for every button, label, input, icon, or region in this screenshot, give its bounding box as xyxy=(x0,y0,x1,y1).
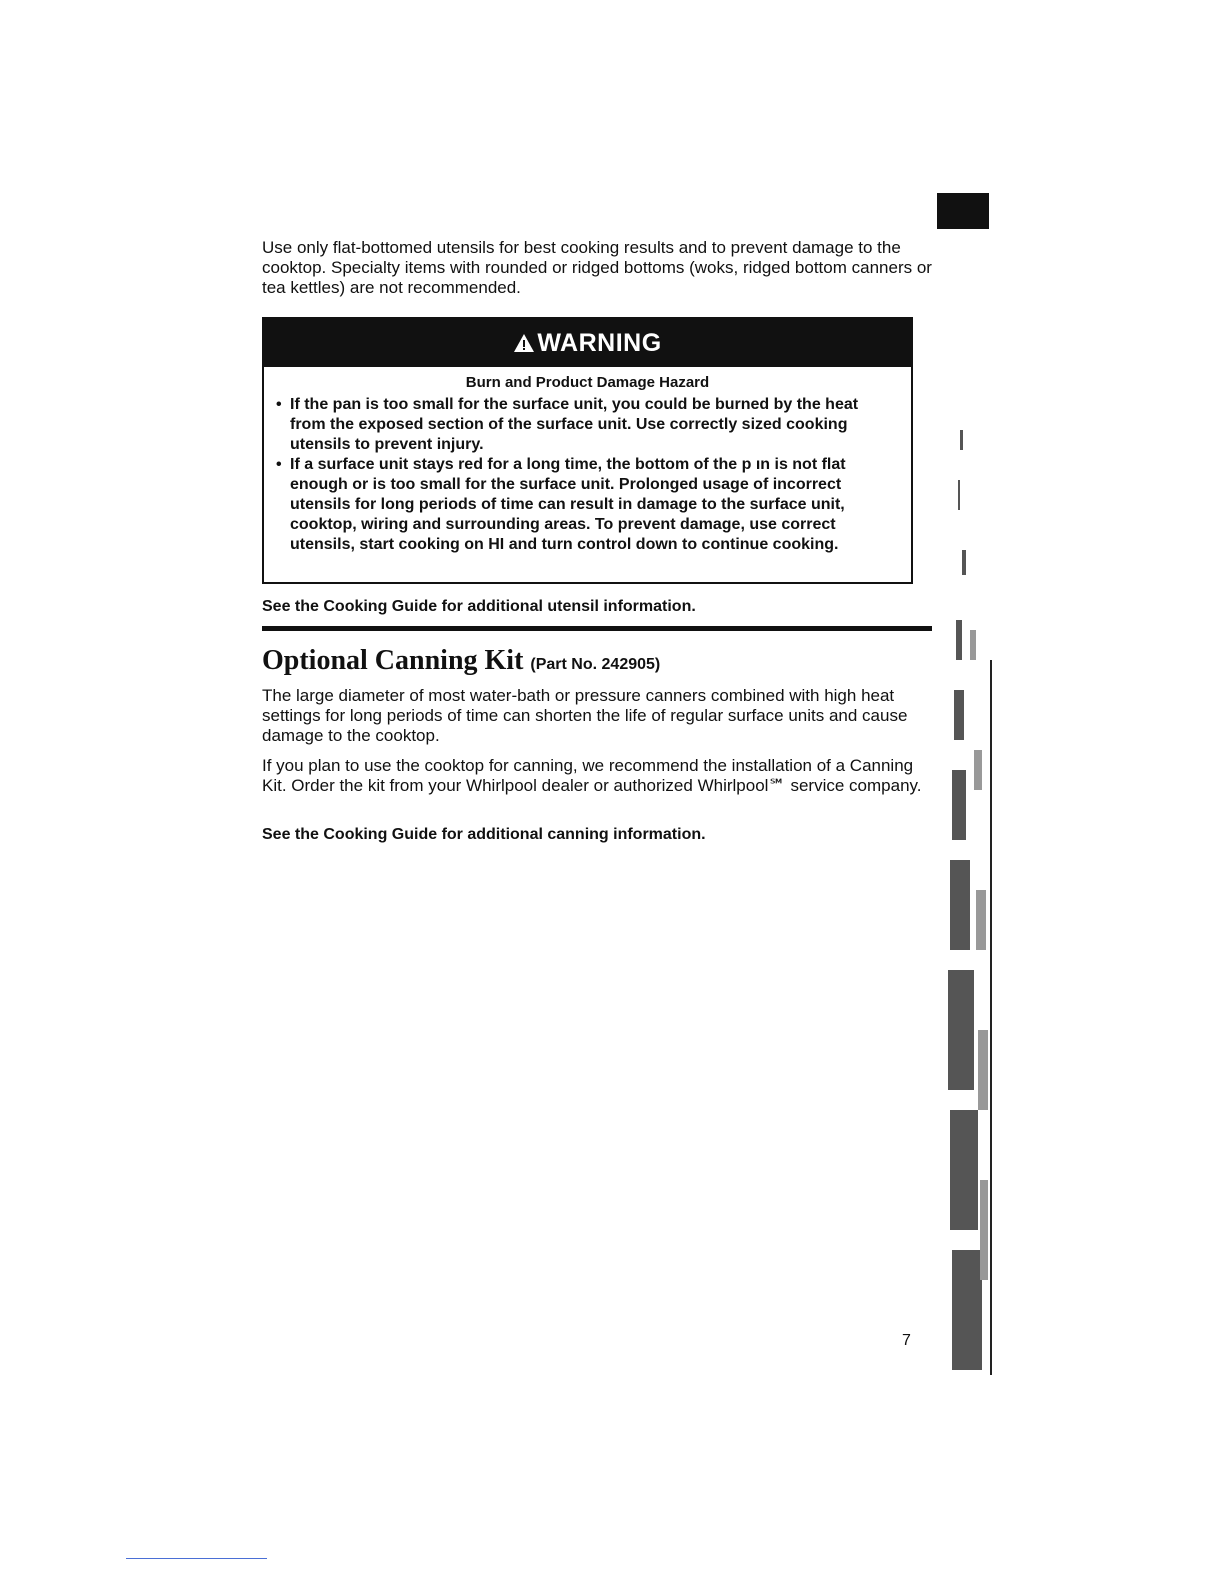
canning-paragraph-2: If you plan to use the cooktop for canning, we recommend the installation of a Canning Kit. Order the kit from your Whirlpool dealer or authorized Whirlpool℠ service company. xyxy=(262,756,922,795)
canning-title-text: Optional Canning Kit xyxy=(262,645,524,676)
scanned-edge-rule xyxy=(990,660,992,1375)
footer-rule xyxy=(126,1558,267,1559)
canning-section-title xyxy=(262,644,660,682)
warning-bullet-text: If the pan is too small for the surface unit, you could be burned by the heat from the exposed section of the surface unit. Use correctly sized cooking utensils to prevent injury. xyxy=(290,396,859,453)
intro-paragraph: Use only flat-bottomed utensils for best cooking results and to prevent damage to the cooktop. Specialty items with rounded or ridged bottoms (woks, ridged bottom canners or tea kettles) are not recommended. xyxy=(262,238,932,297)
warning-triangle-icon xyxy=(513,333,535,353)
warning-bullet-text: If a surface unit stays red for a long time, the bottom of the p ın is not flat enough or is too small for the surface unit. Prolonged usage of incorrect utensils for long periods of time can result in damage to the surface unit, cooktop, wiring and surrounding areas. To prevent damage, use correct utensils, start cooking on HI and turn control down to continue cooking. xyxy=(290,456,846,553)
see-guide-utensil: See the Cooking Guide for additional utensil information. xyxy=(262,598,696,615)
part-number: (Part No. 242905) xyxy=(530,656,661,673)
scanned-edge-texture xyxy=(940,330,992,1375)
section-tab-marker xyxy=(937,193,989,229)
warning-header xyxy=(264,319,911,367)
section-divider xyxy=(262,626,932,631)
bullet-icon: • xyxy=(276,396,282,413)
warning-box xyxy=(262,317,913,584)
warning-bullet-item xyxy=(274,395,897,455)
see-guide-canning: See the Cooking Guide for additional canning information. xyxy=(262,826,706,843)
canning-paragraph-1: The large diameter of most water-bath or pressure canners combined with high heat settings for long periods of time can shorten the life of regular surface units and cause damage to the cooktop. xyxy=(262,686,908,745)
warning-bullet-item xyxy=(274,455,897,555)
warning-subtitle: Burn and Product Damage Hazard xyxy=(465,374,710,391)
bullet-icon: • xyxy=(276,456,282,473)
warning-list xyxy=(264,395,911,555)
page-number: 7 xyxy=(902,1332,911,1349)
warning-heading: WARNING xyxy=(537,328,662,357)
